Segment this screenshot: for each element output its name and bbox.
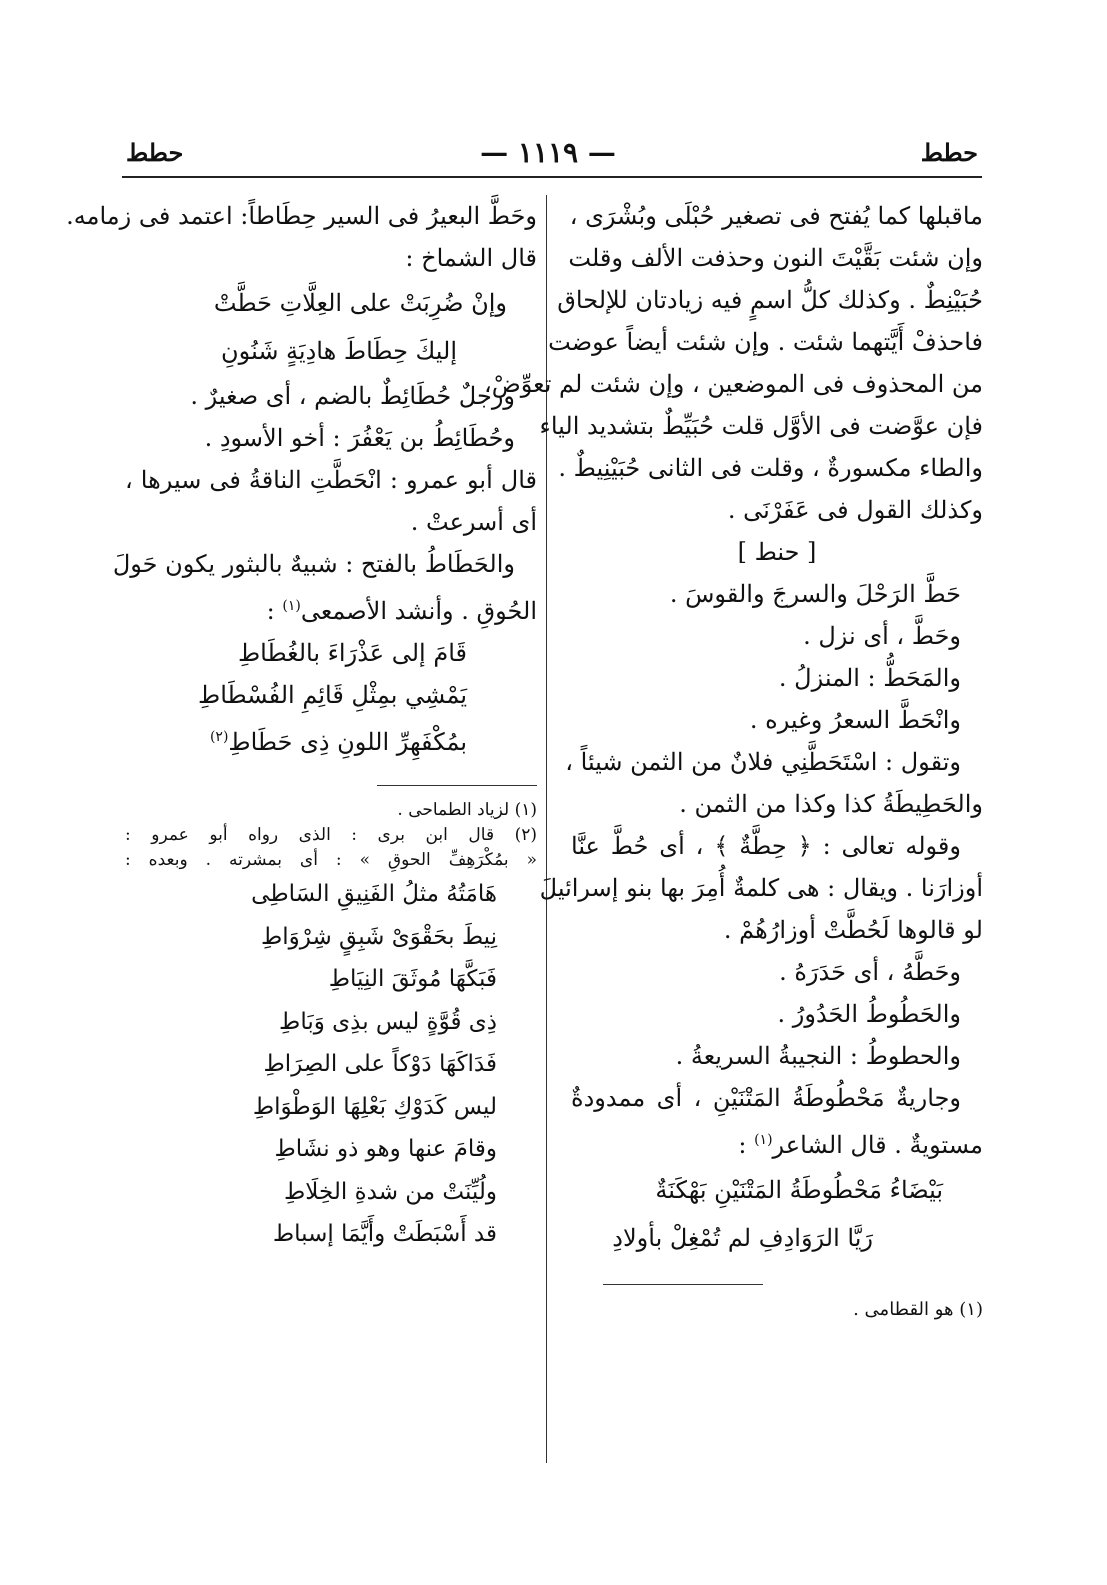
- text-line: وحُطَائِطُ بن يَعْفُرَ : أخو الأسودِ .: [204, 424, 515, 452]
- footnote-verse: فَبَكَّهَا مُوثَقَ النِيَاطِ: [328, 966, 497, 992]
- text-line: والحَطِيطَةُ كذا وكذا من الثمن .: [679, 790, 983, 818]
- verse-text: بمُكْفَهِرِّ اللونِ ذِى حَطَاطِ: [228, 728, 467, 756]
- footnote-rule: [603, 1284, 763, 1285]
- running-head-left: حطط: [126, 138, 184, 167]
- footnote-marker: (١): [754, 1132, 773, 1148]
- footnote-marker: (١): [282, 598, 301, 614]
- text-line: وحَطَّهُ ، أى حَدَرَهُ .: [779, 958, 961, 986]
- verse-line: قَامَ إلى عَذْرَاءَ بالغُطَاطِ: [237, 639, 467, 667]
- footnote-verse: ولُيِّنَتْ من شدةِ الخِلَاطِ: [284, 1178, 497, 1205]
- asmai-intro: الحُوقِ . وأنشد الأصمعى: [300, 597, 537, 625]
- colon: :: [738, 1131, 747, 1159]
- footnote-verse: هَامَتُهُ مثلُ الفَنِيقِ السَاطِى: [251, 881, 497, 907]
- text-line: والحطوطُ : النجيبةُ السريعةُ .: [675, 1042, 961, 1070]
- verse-line: رَيَّا الرَوَادِفِ لم تُمْغِلْ بأولادِ: [612, 1224, 873, 1252]
- text-line: وقوله تعالى : ﴿ حِطَّةٌ ﴾ ، أى حُطَّ عنَّا: [571, 832, 961, 860]
- running-head-right: حطط: [920, 138, 978, 167]
- text-line: [125, 585, 537, 632]
- text-line: أى أسرعتْ .: [410, 508, 537, 536]
- text-line: ورجلٌ حُطَائِطٌ بالضم ، أى صغيرٌ .: [190, 382, 515, 410]
- verse-line: بَيْضَاءُ مَحْطُوطَةُ المَتْنَيْنِ بَهْكَنَةٌ: [655, 1176, 943, 1204]
- text-line: أوزارَنا . ويقال : هى كلمةٌ أُمِرَ بها بنو إسرائيلَ: [539, 874, 983, 902]
- footnote-verse: ليس كَدَوْكِ بَعْلِهَا الوَطْوَاطِ: [252, 1093, 497, 1120]
- text-line: حَطَّ الرَحْلَ والسرجَ والقوسَ .: [669, 580, 961, 608]
- text-line: ماقبلها كما يُفتح فى تصغير حُبْلَى وبُشْرَى ،: [569, 202, 983, 230]
- text-line: قال الشماخ :: [405, 244, 537, 272]
- footnote-verse: فَدَاكَهَا دَوْكاً على الصِرَاطِ: [263, 1051, 497, 1077]
- text-line: والمَحَطُّ : المنزلُ .: [778, 664, 961, 692]
- header-rule: [122, 176, 982, 178]
- text-line: وتقول : اسْتَحَطَّنِي فلانٌ من الثمن شيئاً ،: [565, 748, 961, 776]
- text-line: فإن عوَّضت فى الأوَّل قلت حُبَيِّطٌ بتشديد الياء: [539, 412, 983, 440]
- text-line: والحَطَاطُ بالفتح : شبيهٌ بالبثور يكون حَولَ: [112, 550, 515, 578]
- text-line: وكذلك القول فى عَفَرْنَى .: [727, 496, 983, 524]
- page-number: — ١١١٩ —: [480, 136, 616, 169]
- footnote-verse: وقامَ عنها وهو ذو نشَاطِ: [274, 1136, 497, 1162]
- footnote-verse: ذِى قُوَّةٍ ليس بذِى وَبَاطِ: [279, 1008, 497, 1035]
- footnote: (١) لزياد الطماحى .: [397, 800, 537, 820]
- text-line: لو قالوها لَحُطَّتْ أوزارُهُمْ .: [723, 916, 983, 944]
- footnote-verse: نِيطَ بحَقْوَىْ شَبِقٍ شِرْوَاطِ: [261, 923, 497, 950]
- text-line: والطاء مكسورةٌ ، وقلت فى الثانى حُبَيْنِيطٌ .: [558, 454, 983, 482]
- verse-line: إليكَ حِطَاطَ هادِيَةٍ شَنُونِ: [221, 337, 457, 365]
- right-column: [483, 195, 983, 1322]
- footnote-verse: قد أَسْبَطَتْ وأَيَّمَا إسباط: [272, 1221, 497, 1247]
- text-line: وجاريةٌ مَحْطُوطَةُ المَتْنَيْنِ ، أى ممدودةٌ: [571, 1084, 961, 1112]
- footnote: (١) هو القطامى .: [853, 1299, 983, 1320]
- footnote-rule: [377, 785, 537, 786]
- text-line: وإن شئت بَقَّيْتَ النون وحذفت الألف وقلت: [568, 244, 983, 272]
- footnote-marker: (٢): [209, 729, 229, 745]
- text-line: [571, 1119, 983, 1166]
- left-column: [66, 195, 537, 1256]
- poet-intro: مستويةٌ . قال الشاعر: [772, 1131, 983, 1159]
- section-heading: [ حنط ]: [737, 538, 817, 566]
- text-line: قال أبو عمرو : انْحَطَّتِ الناقةُ فى سيرها ،: [125, 466, 537, 494]
- text-line: والحَطُوطُ الحَدُورُ .: [777, 1000, 961, 1028]
- text-line: وانْحَطَّ السعرُ وغيره .: [749, 706, 961, 734]
- page-header: [118, 138, 978, 178]
- text-line: من المحذوف فى الموضعين ، وإن شئت لم تعوِّضْ،: [483, 370, 983, 398]
- text-line: فاحذفْ أَيَّتهما شئت . وإن شئت أيضاً عوضت: [548, 328, 983, 356]
- text-line: وحَطَّ البعيرُ فى السير حِطَاطاً: اعتمد فى زمامه.: [66, 202, 537, 230]
- verse-line: وإنْ ضُرِبَتْ على العِلَّاتِ حَطَّتْ: [213, 289, 507, 317]
- footnote: (٢) قال ابن برى : الذى رواه أبو عمرو :: [125, 825, 537, 845]
- text-line: وحَطَّ ، أى نزل .: [803, 622, 961, 650]
- verse-line: يَمْشِي بمِثْلِ قَائِمِ الفُسْطَاطِ: [198, 681, 467, 709]
- footnote: « بمُكْرَهِفِّ الحوقِ » : أى بمشرته . وبعده :: [125, 850, 537, 870]
- colon: :: [266, 597, 275, 625]
- verse-line: [125, 716, 537, 763]
- text-line: حُبَيْنِطٌ . وكذلك كلُّ اسمٍ فيه زيادتان للإلحاق: [557, 286, 983, 314]
